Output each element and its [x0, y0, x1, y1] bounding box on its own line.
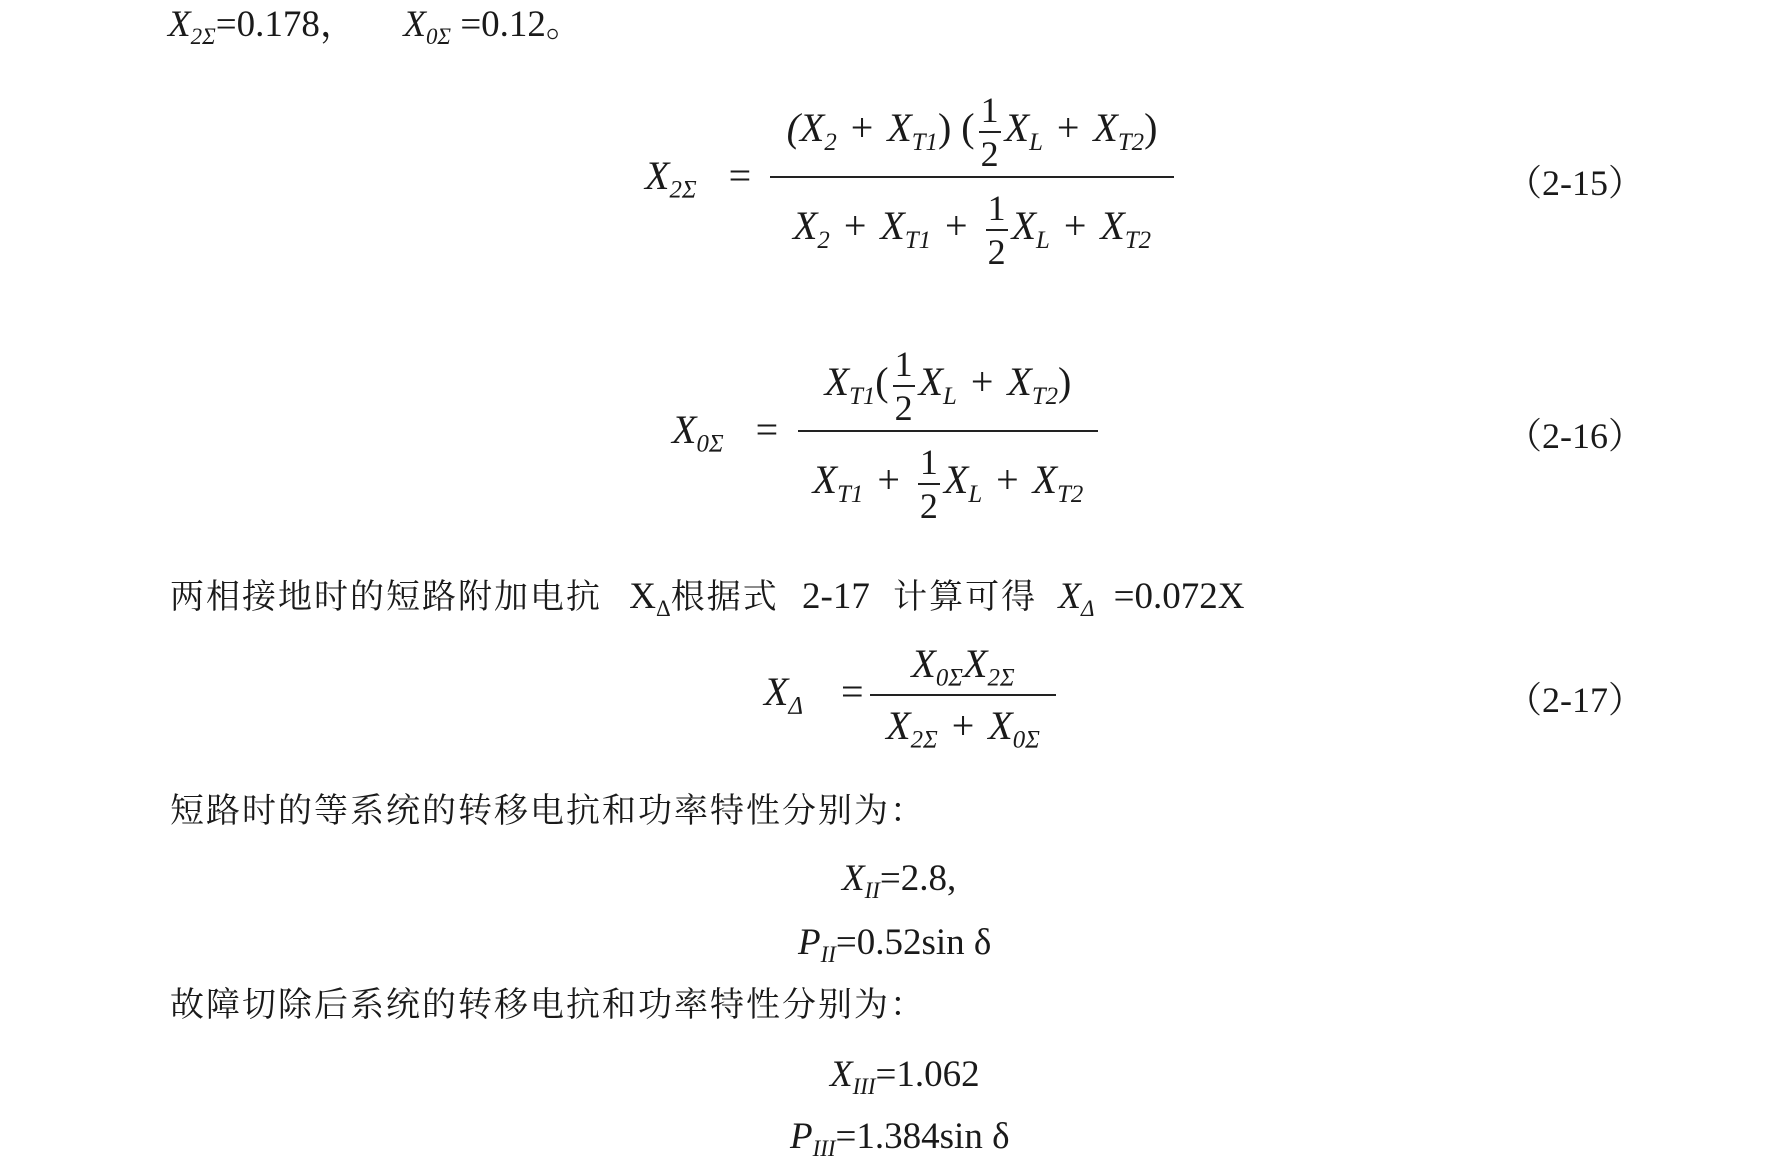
- eq-2-15-num-xl-sub: L: [1029, 128, 1043, 156]
- eq-2-17-number: （2-17）: [1506, 680, 1644, 720]
- result-p-iii: [790, 1116, 1010, 1162]
- eq-2-16-lhs-symbol: X: [672, 407, 697, 452]
- x0-sigma-value: =0.12。: [460, 4, 583, 45]
- eq-2-16-num-xt1: X: [824, 359, 850, 405]
- x0-sigma-symbol: X: [403, 4, 426, 45]
- eq-2-16-equals: =: [755, 407, 779, 452]
- result-x-iii-value: =1.062: [875, 1054, 980, 1095]
- eq-2-15-num-xl: X: [1004, 105, 1030, 151]
- eq-2-15-den-plus2: +: [945, 203, 968, 249]
- eq-2-15-num-half-top: 1: [980, 90, 999, 130]
- eq-2-16-den-plus2: +: [996, 457, 1019, 503]
- eq-2-15-lhs: [645, 153, 752, 204]
- paragraph-short-circuit-reactance: [170, 576, 1245, 622]
- eq-2-15-den-x2: X: [792, 203, 818, 249]
- paragraph-1-text-a: 两相接地时的短路附加电抗: [170, 577, 602, 617]
- eq-2-16-num-xt2-sub: T2: [1031, 382, 1059, 410]
- x0-sigma-subscript: 0Σ: [425, 24, 452, 50]
- eq-2-15-num-open2: (: [961, 105, 975, 151]
- result-p-iii-subscript: III: [812, 1136, 836, 1162]
- eq-2-15-lhs-symbol: X: [645, 153, 670, 198]
- result-p-iii-symbol: P: [790, 1116, 813, 1157]
- eq-2-15-number: （2-15）: [1506, 163, 1644, 203]
- eq-2-15-num-half: [979, 92, 1001, 172]
- eq-2-17-den-x2-sub: 2Σ: [910, 726, 938, 754]
- eq-2-17-lhs-subscript: Δ: [788, 692, 803, 720]
- eq-2-17-equals: =: [841, 669, 864, 714]
- eq-2-15-num-xt2: X: [1093, 105, 1118, 151]
- eq-2-15-den-half: [986, 190, 1008, 270]
- eq-2-17-numerator: [870, 641, 1056, 692]
- eq-2-16-den-xt2: X: [1032, 457, 1058, 503]
- eq-2-17-den-x0: X: [988, 703, 1013, 748]
- eq-2-17-lhs-symbol: X: [764, 669, 789, 714]
- eq-2-16-lhs-subscript: 0Σ: [696, 430, 724, 458]
- eq-2-16-den-half-top: 1: [919, 442, 938, 482]
- eq-2-17-num-x2-sub: 2Σ: [987, 664, 1015, 692]
- eq-2-17-den-plus: +: [951, 703, 975, 748]
- eq-2-17-denominator: [870, 703, 1056, 754]
- result-p-ii-subscript: II: [820, 942, 836, 968]
- eq-2-16-num-half-top: 1: [894, 344, 913, 384]
- eq-2-16-fraction-bar: [798, 430, 1098, 432]
- eq-2-15-num-half-bottom: 2: [980, 134, 999, 174]
- eq-2-16-den-xt1-sub: T1: [837, 480, 864, 508]
- eq-2-15-num-xt1: X: [887, 105, 912, 151]
- result-p-ii-symbol: P: [798, 922, 821, 963]
- result-x-iii-subscript: III: [852, 1074, 876, 1100]
- eq-2-15-num-x2-sub: 2: [824, 128, 837, 156]
- paragraph-1-x-delta-2: X: [1058, 576, 1081, 617]
- paragraph-1-text-b: 根据式: [670, 577, 779, 617]
- result-x-ii-symbol: X: [842, 858, 865, 899]
- result-x-ii: [842, 858, 957, 904]
- eq-2-15-num-close2: ): [1144, 105, 1158, 151]
- x2-sigma-symbol: X: [168, 4, 191, 45]
- eq-2-16-num-close: ): [1058, 359, 1072, 405]
- eq-2-15-numerator: [770, 92, 1174, 172]
- eq-2-15-num-xt2-sub: T2: [1117, 128, 1145, 156]
- eq-2-15-den-x2-sub: 2: [817, 226, 830, 254]
- paragraph-1-x-delta: X: [629, 576, 656, 617]
- paragraph-short-circuit-characteristics: 短路时的等系统的转移电抗和功率特性分别为：: [170, 791, 926, 831]
- eq-2-15-den-xl-sub: L: [1036, 226, 1050, 254]
- eq-2-16-number: （2-16）: [1506, 416, 1644, 456]
- paragraph-cleared-fault-characteristics: 故障切除后系统的转移电抗和功率特性分别为：: [170, 985, 926, 1025]
- top-values-line: [168, 4, 583, 50]
- eq-2-17-den-x2: X: [886, 703, 911, 748]
- eq-2-16-num-xl-sub: L: [943, 382, 957, 410]
- result-x-iii: [830, 1054, 980, 1100]
- x2-sigma-subscript: 2Σ: [190, 24, 216, 50]
- paragraph-1-x-delta-2-sub: Δ: [1080, 596, 1095, 622]
- eq-2-15-num-plus2: +: [1056, 105, 1080, 151]
- eq-2-15-num-x2: (X: [786, 105, 825, 151]
- eq-2-16-num-half-bottom: 2: [894, 388, 913, 428]
- eq-2-17-fraction-bar: [870, 694, 1056, 696]
- eq-2-16-num-xl: X: [918, 359, 944, 405]
- eq-2-16-den-half: [918, 444, 940, 524]
- eq-2-15-den-xt2: X: [1100, 203, 1125, 249]
- result-x-ii-subscript: II: [864, 878, 880, 904]
- paragraph-1-value: =0.072X: [1113, 576, 1245, 617]
- eq-2-17-num-x0-sub: 0Σ: [935, 664, 963, 692]
- eq-2-16-den-xt1: X: [812, 457, 838, 503]
- eq-2-15-den-xt1: X: [880, 203, 905, 249]
- eq-2-15-denominator: [770, 190, 1174, 270]
- result-x-ii-value: =2.8,: [879, 858, 957, 899]
- x2-sigma-value: =0.178，: [215, 4, 357, 45]
- eq-2-16-den-half-bottom: 2: [919, 486, 938, 526]
- eq-2-15-equals: =: [728, 153, 752, 198]
- eq-2-15-num-close1: ): [937, 105, 952, 151]
- result-p-ii-value: =0.52sin δ: [835, 922, 992, 963]
- eq-2-17-den-x0-sub: 0Σ: [1012, 726, 1040, 754]
- eq-2-17-num-x2: X: [963, 641, 988, 686]
- eq-2-16-lhs: [672, 407, 779, 458]
- paragraph-1-x-delta-sub: Δ: [655, 596, 671, 622]
- eq-2-16-den-xt2-sub: T2: [1057, 480, 1084, 508]
- eq-2-16-num-xt2: X: [1007, 359, 1032, 405]
- eq-2-15-den-xt2-sub: T2: [1124, 226, 1152, 254]
- eq-2-16-num-plus: +: [970, 359, 994, 405]
- paragraph-1-text-c: 计算可得: [893, 577, 1038, 617]
- eq-2-16-den-plus1: +: [877, 457, 900, 503]
- eq-2-16-num-xt1-sub: T1: [849, 382, 876, 410]
- eq-2-15-den-xt1-sub: T1: [904, 226, 932, 254]
- eq-2-15-fraction-bar: [770, 176, 1174, 178]
- paragraph-1-equation-ref: 2-17: [802, 576, 870, 617]
- eq-2-15-num-plus1: +: [850, 105, 874, 151]
- eq-2-16-denominator: [798, 444, 1098, 524]
- eq-2-16-num-half: [893, 346, 915, 426]
- result-p-iii-value: =1.384sin δ: [835, 1116, 1010, 1157]
- eq-2-15-den-xl: X: [1011, 203, 1037, 249]
- eq-2-16-num-open: (: [875, 359, 889, 405]
- eq-2-15-den-half-top: 1: [987, 188, 1006, 228]
- eq-2-15-lhs-subscript: 2Σ: [669, 176, 697, 204]
- eq-2-16-den-xl: X: [943, 457, 969, 503]
- eq-2-16-numerator: [798, 346, 1098, 426]
- eq-2-17-lhs: [764, 669, 864, 720]
- eq-2-15-den-plus1: +: [843, 203, 867, 249]
- eq-2-16-den-xl-sub: L: [968, 480, 983, 508]
- eq-2-15-den-half-bottom: 2: [987, 232, 1006, 272]
- result-x-iii-symbol: X: [830, 1054, 853, 1095]
- eq-2-17-num-x0: X: [911, 641, 936, 686]
- result-p-ii: [798, 922, 992, 968]
- eq-2-15-num-xt1-sub: T1: [911, 128, 938, 156]
- eq-2-15-den-plus3: +: [1063, 203, 1087, 249]
